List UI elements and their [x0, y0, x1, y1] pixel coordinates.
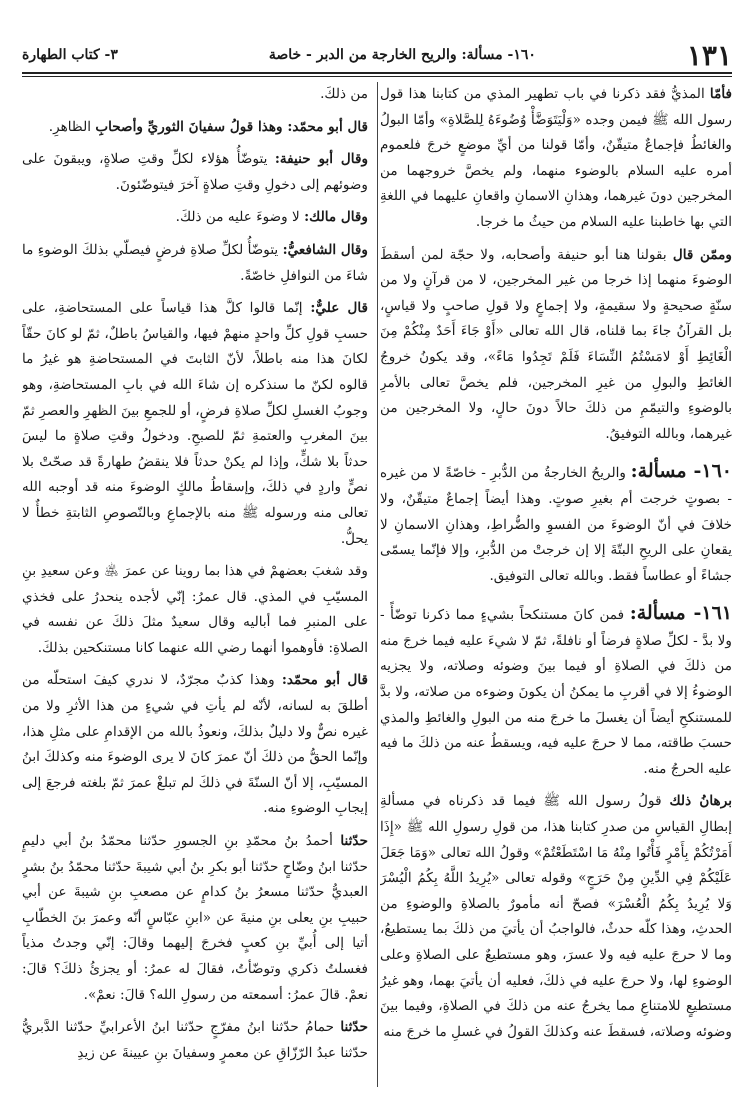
paragraph	[22, 147, 368, 198]
paragraph-lead: قال عليٌّ:	[310, 300, 368, 317]
paragraph	[22, 668, 368, 822]
paragraph-text: قولُ رسول الله ﷺ فيما قد ذكرناه في مسألةِ إبطالِ القياسِ من صدرِ كتابنا هذا، من قولِ رسولِ الله ﷺ «إِذَا أَمَرْتُكُمْ بِأَمْرٍ فَأْتُوا مِنْهُ مَا اسْتَطَعْتُمْ» وقولُ الله تعالى «وَمَا جَعَلَ عَلَيْكُمْ فِي الدِّينِ مِنْ حَرَجٍ» وقوله تعالى «يُرِيدُ اللَّهُ بِكُمُ الْيُسْرَ وَلا يُرِيدُ بِكُمُ الْعُسْرَ» فصحّ أنه مأمورٌ بالصلاةِ والوضوءِ من الحدثِ، وهذا كلّه حدثٌ، فالواجبُ أن يأتيَ من ذلكَ بما يستطيعُ، وما لا حرجَ عليه فيه ولا عسرَ، وهو مستطيعٌ على الصلاةِ وعلى الوضوءِ لها، ولا حرجَ عليه في ذلكَ، فعليه أن يأتيَ بهما، وهو غيرُ مستطيعٍ للامتناعِ مما يخرجُ عنه من ذلكَ في الصلاةِ، وفيما بينَ وضوئه وصلاته، فسقطَ عنه وكذلكَ القولُ في غسلِ ما خرجَ منه	[380, 793, 732, 1040]
paragraph-lead: قال أبو محمّد:	[281, 672, 368, 689]
left-column	[22, 82, 368, 1087]
page-number: ١٣١	[686, 38, 732, 72]
issue-heading: ١٦٠- مسألة:	[630, 460, 732, 483]
paragraph	[22, 1015, 368, 1066]
paragraph-lead: وقال مالك:	[304, 209, 368, 226]
paragraph-text: يتوضّأُ هؤلاء لكلِّ وقتِ صلاةٍ، ويبقونَ على وضوئهم إلى دخولِ وقتِ صلاةٍ آخرَ فيتوضّئونَ.	[22, 151, 368, 193]
running-title: ١٦٠- مسألة: والريح الخارجة من الدبر - خاصة	[268, 47, 536, 63]
paragraph	[22, 296, 368, 552]
issue-160	[380, 459, 732, 589]
paragraph-lead: وممّن قال	[672, 246, 732, 263]
paragraph-lead: حدّثنا	[340, 833, 368, 850]
paragraph-text: يتوضّأُ لكلِّ صلاةِ فرضٍ فيصلّي بذلكَ الوضوءِ ما شاءَ من النوافلِ خاصّةً.	[22, 241, 368, 284]
paragraph-text: حمامُ حدّثنا ابنُ مفرّجٍ حدّثنا ابنُ الأعرابيِّ حدّثنا الدَّبريُّ حدّثنا عبدُ الرّزّاقِ عن معمرٍ وسفيانَ بنِ عيينةَ عن زيدِ	[22, 1019, 368, 1061]
paragraph-lead: وقال الشافعيُّ:	[282, 241, 368, 258]
paragraph-lead: فأمّا	[709, 86, 732, 102]
paragraph-text: وقد شغبَ بعضهمْ في هذا بما روينا عن عمرَ ﵁ وعن سعيدِ بنِ المسيّبِ في المذي. قال عمرُ: إنّي لأجده ينحدرُ على فخذي على المنبرِ فما أباليه وقال سعيدٌ مثلَ ذلكَ عن نفسه في الصلاةِ: فأوهموا أنهما رضي الله عنهما كانا مستنكحين بذلكَ.	[22, 563, 368, 656]
paragraph-text: من ذلكَ.	[320, 86, 368, 102]
paragraph	[22, 829, 368, 1008]
paragraph-text: الظاهرِ.	[48, 118, 91, 135]
paragraph-text: المذيُّ فقد ذكرنا في باب تطهير المذي من كتابنا هذا قول رسول الله ﷺ فيمن وجده «وَلْيَتَوَضَّأْ وُضُوءَهُ لِلصَّلاةِ» وأمّا البولُ والغائطُ فإجماعٌ متيقّنٌ، وأمّا قولنا من أيِّ موضعٍ خرجَ فلعموم أمره عليه السلام بالوضوء منهما، ولم يخصَّ خروجهما من المخرجين دونَ غيرهما، وهذانِ الاسمانِ واقعانِ عليهما في اللغةِ التي بها خاطبنا عليه السلام من حيثُ ما خرجا.	[380, 86, 732, 230]
paragraph	[22, 238, 368, 289]
issue-text: فمن كانَ مستنكحاً بشيءٍ مما ذكرنا توضّأً - ولا بدَّ - لكلِّ صلاةٍ فرضاً أو نافلةً، ثمّ لا شيءَ عليه فيما خرجَ منه من ذلكَ في الصلاةِ أو فيما بينَ وضوئه وصلاته، ولا يجزيه الوضوءُ إلا في أقربِ ما يمكنُ أن يكونَ وضوءه من صلاته، ولا بدَّ للمستنكحِ أيضاً أن يغسلَ ما خرجَ منه من البولِ والغائطِ والمذي حسبَ طاقته، مما لا حرجَ عليه فيه، ويسقطُ عنه من ذلكَ ما فيه عليه الحرجُ منه.	[380, 607, 732, 777]
paragraph-text: لا وضوءَ عليه من ذلكَ.	[175, 209, 300, 226]
paragraph	[22, 82, 368, 108]
paragraph-lead: وقال أبو حنيفة:	[274, 151, 368, 168]
paragraph-lead: قال أبو محمّد: وهذا قولُ سفيانَ الثوريِّ وأصحابِ	[95, 118, 368, 135]
issue-text: والريحُ الخارجةُ من الدُّبرِ - خاصّةً لا من غيره - بصوتٍ خرجت أم بغيرِ صوتٍ. وهذا أيضاً إجماعٌ متيقّنٌ، ولا خلافَ في أنّ الوضوءَ من الفسوِ والضُّراطِ، وهذانِ الاسمانِ لا يقعانِ على الريحِ البتّةَ إلا إن خرجتْ من الدُّبرِ، وإلا فإنّما يسمّى جشاءً أو عطاساً فقط. وبالله تعالى التوفيق.	[380, 465, 732, 584]
paragraph-text: بقولنا هنا أبو حنيفة وأصحابه، ولا حجّة لمن أسقطَ الوضوءَ منهما إذا خرجا من غير المخرجين، لا من قرآنٍ ولا من سنّةٍ صحيحةٍ ولا سقيمةٍ، ولا إجماعٍ ولا قولِ صاحبٍ ولا قياسٍ، بل القرآنُ جاءَ بما قلناه، قال الله تعالى «أَوْ جَاءَ أَحَدٌ مِنْكُمْ مِنَ الْغَائِطِ أَوْ لامَسْتُمُ النِّسَاءَ فَلَمْ تَجِدُوا مَاءً»، وقد يكونُ خروجُ الغائطِ والبولِ من غيرِ المخرجين، فلم يخصَّ تعالى بالأمرِ بالوضوءِ والتيمّمِ من ذلكَ حالاً دونَ حالٍ، ولا المخرجين من غيرهما، وبالله التوفيقُ.	[380, 246, 732, 442]
paragraph	[22, 205, 368, 231]
paragraph	[22, 115, 368, 141]
paragraph-text: أحمدُ بنُ محمّدِ بنِ الجسورِ حدّثنا محمّدُ بنُ أبي دليمٍ حدّثنا ابنُ وضّاحٍ حدّثنا أبو بكرِ بنُ أبي شيبةَ حدّثنا محمّدُ بنُ بشرٍ العبديُّ حدّثنا مسعرُ بنُ كدامٍ عن مصعبِ بنِ شيبةَ عن أبي حبيبِ بنِ يعلى بنِ منيةَ عن «ابنِ عبّاسٍ أنّه وعمرَ بنَ الخطّابِ أتيا إلى أُبيِّ بنِ كعبٍ فخرجَ إليهما وقالَ: إنّي وجدتُ مذياً فغسلتُ ذكري وتوضّأتُ، فقالَ له عمرُ: أو يجزئُ ذلكَ؟ قالَ: نعمْ. قالَ عمرُ: أسمعته من رسولِ الله؟ قالَ: نعمْ».	[22, 833, 368, 1003]
paragraph-lead: حدّثنا	[340, 1019, 368, 1036]
paragraph	[380, 243, 732, 448]
right-column	[380, 82, 732, 1087]
paragraph	[380, 82, 732, 236]
paragraph	[22, 559, 368, 661]
header-rule-thin	[22, 76, 732, 77]
issue-heading: ١٦١- مسألة:	[629, 602, 732, 625]
paragraph-lead: برهانُ ذلك	[669, 793, 732, 810]
header-rule	[22, 72, 732, 74]
column-divider	[377, 82, 378, 1087]
book-title: ٣- كتاب الطهارة	[22, 47, 118, 63]
paragraph	[380, 789, 732, 1045]
issue-161	[380, 601, 732, 782]
page-header	[22, 40, 732, 70]
paragraph-text: وهذا كذبٌ مجرّدٌ، لا ندري كيفَ استحلّه من أطلقَ به لسانه، لأنّه لم يأتِ في شيءٍ من هذا الأثرِ ولا من غيره نصٌّ ولا دليلٌ بذلكَ، ونعوذُ بالله من الإقدامِ على مثلِ هذا، وإنّما الحقُّ من ذلكَ أنّ عمرَ كانَ لا يرى الوضوءَ منه وكذلكَ ابنُ المسيّبِ، إلا أنّ السنّةَ في ذلكَ لم تبلغْ عمرَ ثمّ بلغته فرجعَ إلى إيجابِ الوضوءِ منه.	[22, 672, 368, 817]
paragraph-text: إنّما قالوا كلَّ هذا قياساً على المستحاضةِ، على حسبِ قولِ كلِّ واحدٍ منهمْ فيها، والقياسُ باطلٌ، ثمّ لو كانَ حقّاً لكانَ هذا منه باطلاً، لأنّ الثابتَ في المستحاضةِ هو غيرُ ما قالوه لكنّ ما سنذكره إن شاءَ الله في بابِ المستحاضةِ، وهو وجوبُ الغسلِ لكلِّ صلاةِ فرضٍ، أو للجمعِ بينَ الظهرِ والعصرِ ثمّ بينَ المغربِ والعتمةِ ثمّ للصبحِ. ودخولُ وقتِ صلاةٍ ما ليسَ حدثاً بلا شكٍّ، وإذا لم يكنْ حدثاً فلا ينقضُ طهارةً قد صحّتْ بلا نصٍّ واردٍ في ذلكَ، وإسقاطُ مالكٍ الوضوءَ منه قد أوجبه الله تعالى منه ورسوله ﷺ منه بالإجماعِ وبالنّصوصِ الثابتةِ خطأٌ لا يحلُّ.	[22, 300, 368, 547]
